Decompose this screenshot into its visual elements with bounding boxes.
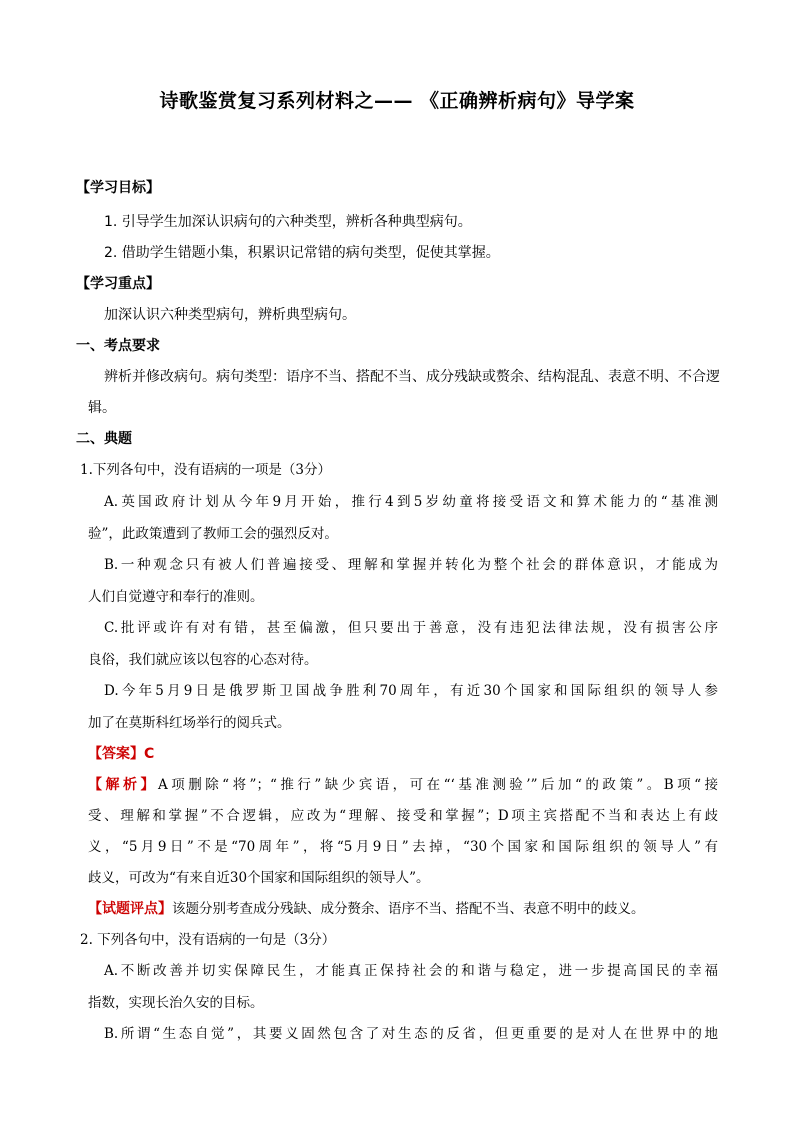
requirements-line-1: 辨析并修改病句。病句类型：语序不当、搭配不当、成分残缺或赘余、结构混乱、表意不明、不合逻 — [104, 369, 720, 385]
answer-label: 【答案】 — [88, 746, 144, 762]
review-text: 该题分别考查成分残缺、成分赘余、语序不当、搭配不当、表意不明中的歧义。 — [172, 901, 645, 917]
answer-row — [88, 744, 718, 764]
key-points-text: 加深认识六种类型病句，辨析典型病句。 — [104, 307, 356, 323]
question-1-option-a-line-2: 验”，此政策遭到了教师工会的强烈反对。 — [88, 526, 338, 542]
review-label: 【试题评点】 — [88, 901, 172, 917]
goal-item-1: 1. 引导学生加深认识病句的六种类型，辨析各种典型病句。 — [104, 214, 472, 230]
section-learning-goals: 【学习目标】 — [76, 180, 160, 196]
explanation-text-1: A项删除“将”；“推行”缺少宾语，可在“‘基准测验’”后加“的政策”。B项“接 — [157, 777, 718, 793]
question-1-option-a-line-1: A.英国政府计划从今年9月开始，推行4到5岁幼童将接受语文和算术能力的“基准测 — [104, 494, 718, 510]
explanation-line-2: 受、理解和掌握”不合逻辑，应改为“理解、接受和掌握”；D项主宾搭配不当和表达上有歧 — [88, 808, 718, 824]
question-2-option-b-line-1: B.所谓“生态自觉”，其要义固然包含了对生态的反省，但更重要的是对人在世界中的地 — [104, 1026, 718, 1042]
section-exam-requirements: 一、考点要求 — [76, 338, 160, 354]
requirements-line-2: 辑。 — [88, 400, 116, 416]
explanation-line-1 — [88, 775, 718, 795]
document-title: 诗歌鉴赏复习系列材料之—— 《正确辨析病句》导学案 — [159, 90, 635, 112]
explanation-line-4: 歧义，可改为“有来自近30个国家和国际组织的领导人”。 — [88, 870, 430, 886]
question-2-option-a-line-2: 指数，实现长治久安的目标。 — [88, 995, 264, 1011]
explanation-label: 【解析】 — [88, 777, 158, 793]
question-2-option-a-line-1: A.不断改善并切实保障民生，才能真正保持社会的和谐与稳定，进一步提高国民的幸福 — [104, 963, 718, 979]
question-1-option-b-line-1: B.一种观念只有被人们普遍接受、理解和掌握并转化为整个社会的群体意识，才能成为 — [104, 557, 718, 573]
review-row — [88, 899, 718, 919]
question-2-stem: 2. 下列各句中，没有语病的一句是（3分） — [80, 932, 336, 948]
question-1-option-c-line-2: 良俗，我们就应该以包容的心态对待。 — [88, 652, 318, 668]
goal-item-2: 2. 借助学生错题小集，积累识记常错的病句类型，促使其掌握。 — [104, 245, 500, 261]
question-1-option-d-line-1: D.今年5月9日是俄罗斯卫国战争胜利70周年，有近30个国家和国际组织的领导人参 — [104, 683, 718, 699]
question-1-option-d-line-2: 加了在莫斯科红场举行的阅兵式。 — [88, 715, 291, 731]
question-1-stem: 1.下列各句中，没有语病的一项是（3分） — [80, 462, 331, 478]
answer-value: C — [144, 746, 155, 762]
section-key-points: 【学习重点】 — [76, 276, 160, 292]
explanation-line-3: 义，“5月9日”不是“70周年”，将“5月9日”去掉，“30个国家和国际组织的领导人”有 — [88, 839, 718, 855]
section-typical-questions: 二、典题 — [76, 431, 132, 447]
question-1-option-c-line-1: C.批评或许有对有错，甚至偏激，但只要出于善意，没有违犯法律法规，没有损害公序 — [104, 620, 718, 636]
question-1-option-b-line-2: 人们自觉遵守和奉行的准则。 — [88, 589, 264, 605]
